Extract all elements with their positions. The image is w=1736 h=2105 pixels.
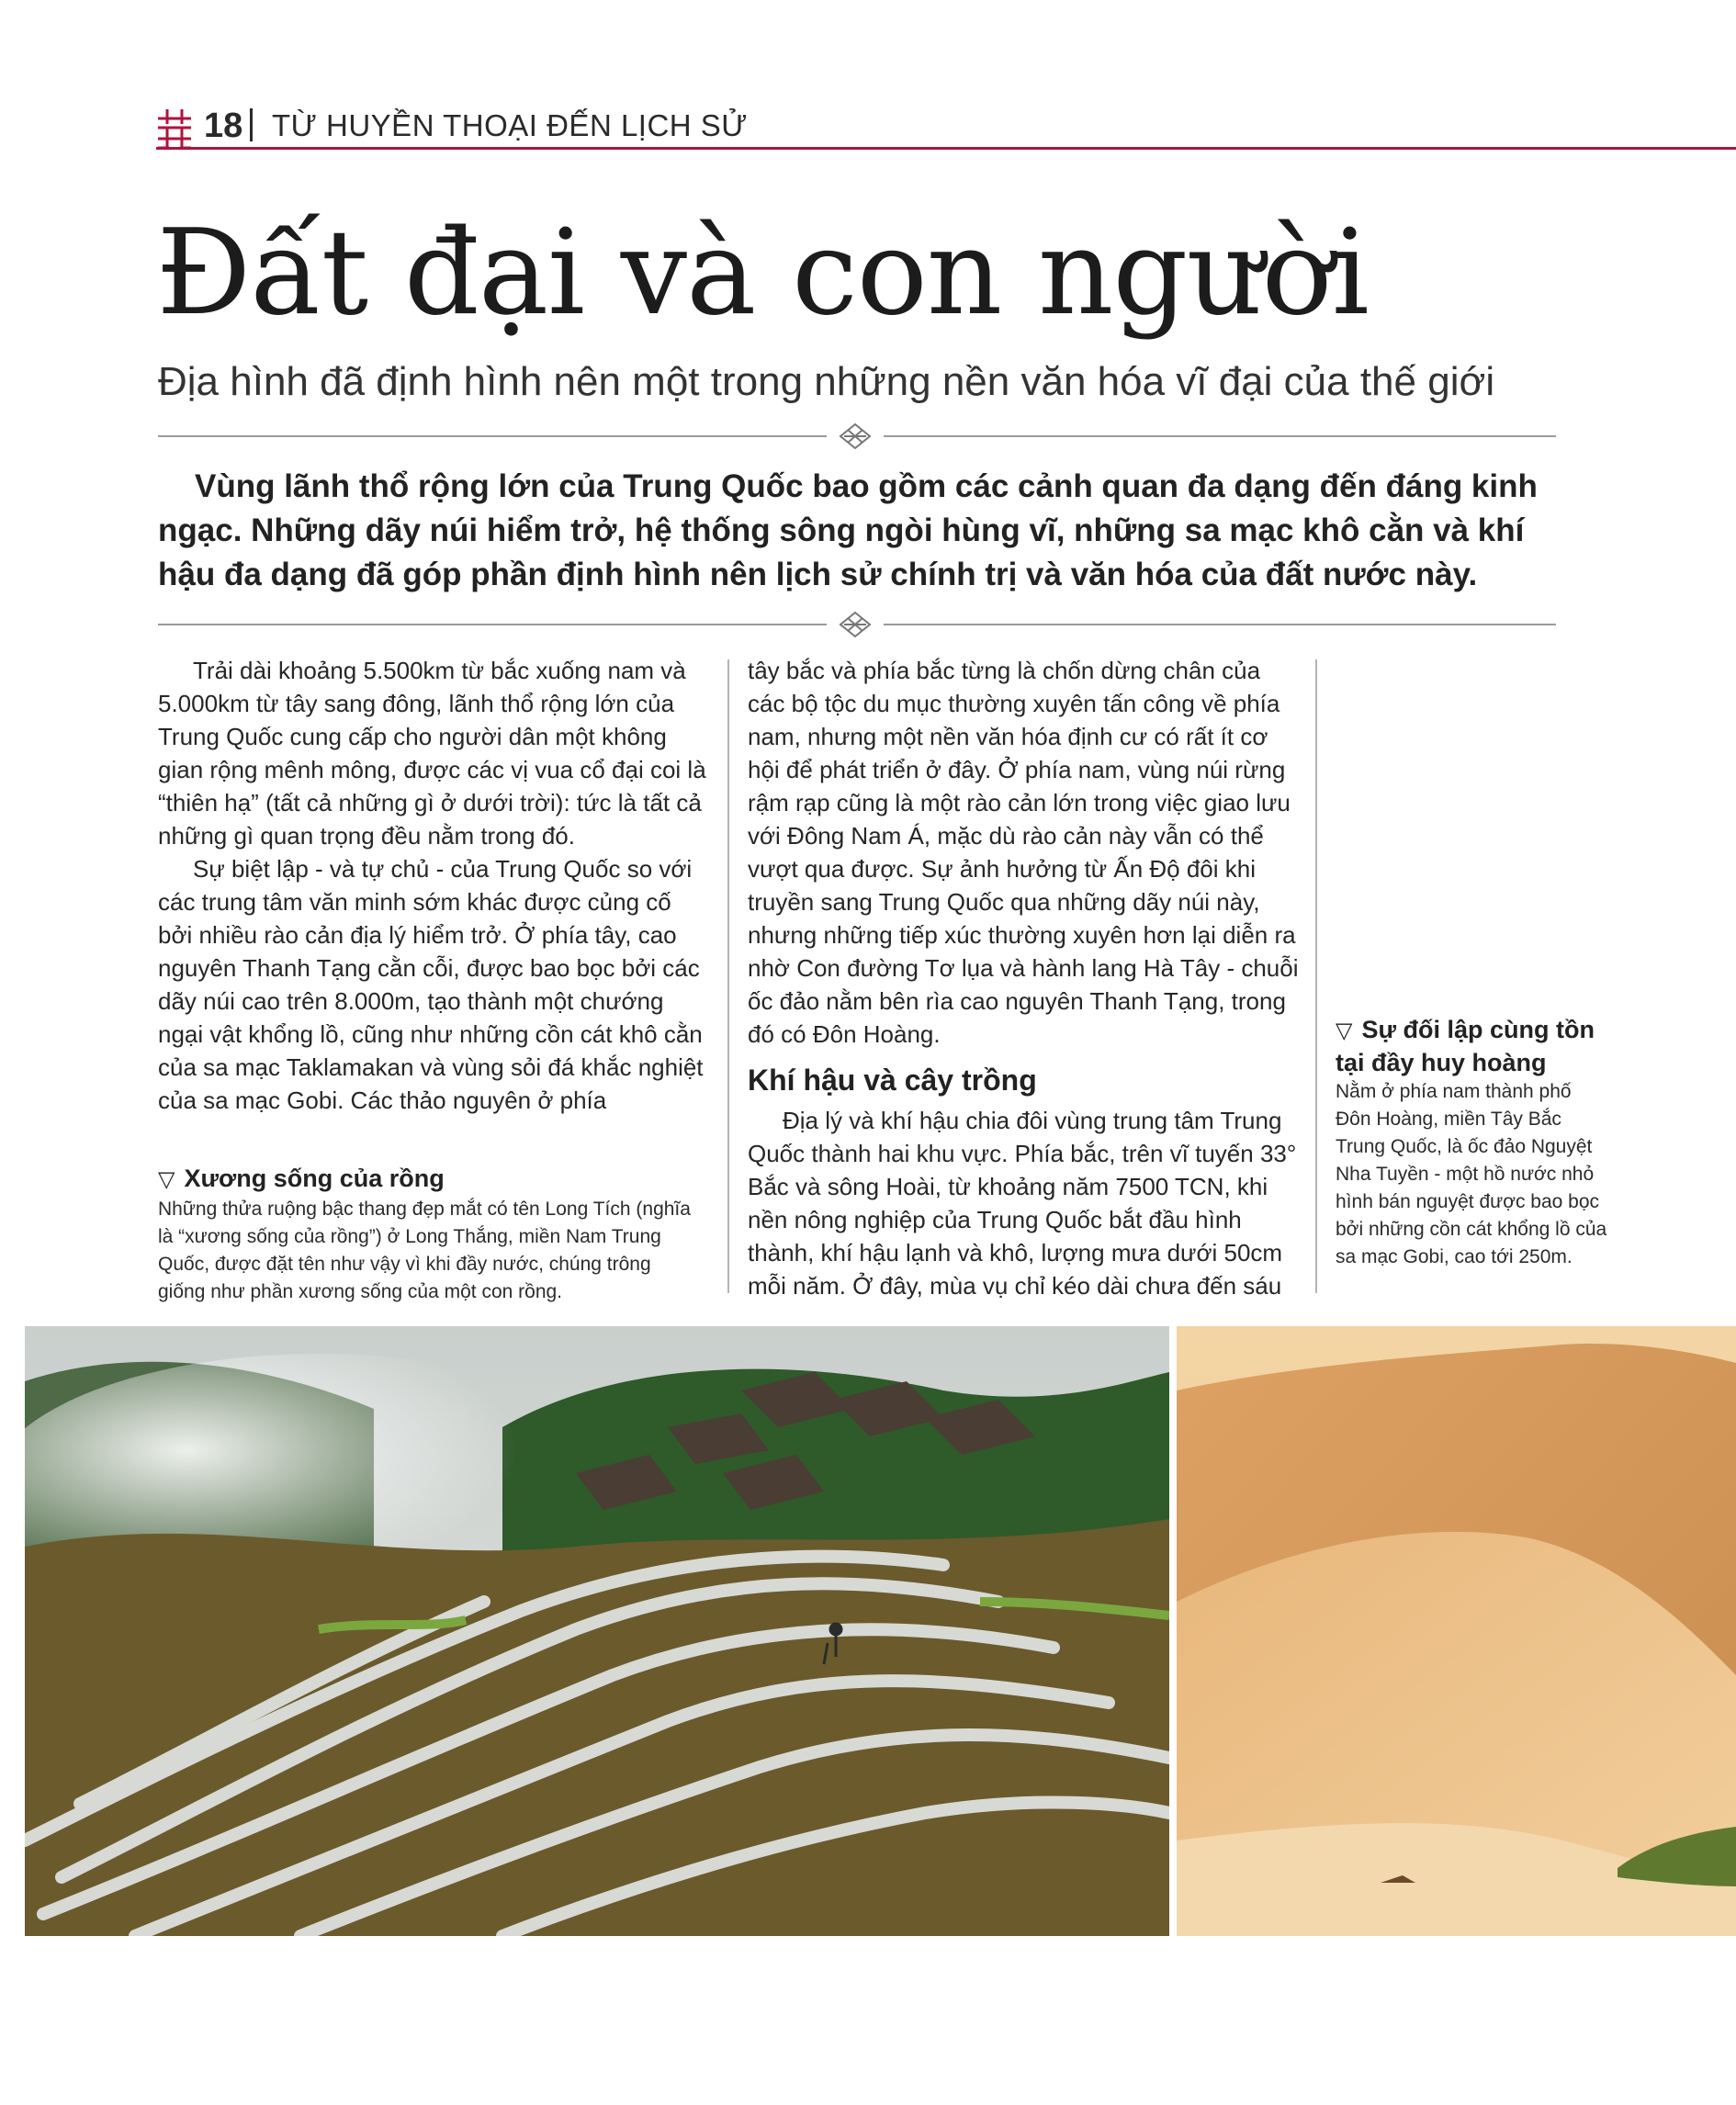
body-paragraph-2: Sự biệt lập - và tự chủ - của Trung Quốc so với các trung tâm văn minh sớm khác được củng cố bởi nhiều rào cản địa lý hiểm trở. Ở phía tây, cao nguyên Thanh Tạng cằn cỗi, được bao bọc bởi các dãy núi cao trên 8.000m, tạo thành một chướng ngại vật khổng lồ, cũng như những cồn cát khô cằn của sa mạc Taklamakan và vùng sỏi đá khắc nghiệt của sa mạc Gobi. Các thảo nguyên ở phía <box>158 855 704 1114</box>
section-title: TỪ HUYỀN THOẠI ĐẾN LỊCH SỬ <box>272 108 748 142</box>
caption-marker-icon: ▽ <box>1336 1019 1353 1043</box>
body-column-2 <box>748 654 1299 1302</box>
body-column-1 <box>158 654 709 1117</box>
divider-rule-right-2 <box>884 624 1556 625</box>
rice-terraces-photo <box>25 1326 1169 1936</box>
caption-desert <box>1336 1014 1611 1271</box>
article-title: Đất đại và con người <box>156 205 1369 342</box>
ornament-knot-icon <box>839 422 872 450</box>
body-paragraph-4: Địa lý và khí hậu chia đôi vùng trung tâm Trung Quốc thành hai khu vực. Phía bắc, trên vĩ tuyến 33° Bắc và sông Hoài, từ khoảng năm 7500 TCN, khi nền nông nghiệp của Trung Quốc bắt đầu hình thành, khí hậu lạnh và khô, lượng mưa dưới 50cm mỗi năm. Ở đây, mùa vụ chỉ kéo dài chưa đến sáu <box>748 1107 1297 1300</box>
caption-marker-icon: ▽ <box>158 1167 175 1192</box>
header-rule <box>156 147 1736 150</box>
intro-paragraph: Vùng lãnh thổ rộng lớn của Trung Quốc bao gồm các cảnh quan đa dạng đến đáng kinh ngạc. Những dãy núi hiểm trở, hệ thống sông ngòi hùng vĩ, những sa mạc khô cằn và khí hậu đa dạng đã góp phần định hình nên lịch sử chính trị và văn hóa của đất nước này. <box>158 468 1538 592</box>
column-rule-2 <box>1315 659 1317 1293</box>
caption-terraces <box>158 1163 700 1306</box>
chinese-knot-logo-icon <box>156 107 193 150</box>
caption-text: Nằm ở phía nam thành phố Đôn Hoàng, miền Tây Bắc Trung Quốc, là ốc đảo Nguyệt Nha Tuyền - một hồ nước nhỏ hình bán nguyệt được bao bọc bởi những cồn cát khổng lồ của sa mạc Gobi, cao tới 250m. <box>1336 1081 1607 1267</box>
subheading-climate: Khí hậu và cây trồng <box>748 1064 1037 1097</box>
divider-rule-right <box>884 435 1556 437</box>
caption-text: Những thửa ruộng bậc thang đẹp mắt có tên Long Tích (nghĩa là “xương sống của rồng”) ở Long Thắng, miền Nam Trung Quốc, được đặt tên như vậy vì khi đầy nước, chúng trông giống như phần xương sống của một con rồng. <box>158 1199 691 1302</box>
column-rule-1 <box>727 659 729 1293</box>
page-number: 18 <box>204 107 243 145</box>
caption-title-text: Sự đối lập cùng tồn tại đầy huy hoàng <box>1336 1016 1595 1076</box>
divider-rule-left <box>158 435 827 437</box>
caption-title-text: Xương sống của rồng <box>184 1165 445 1192</box>
ornament-knot-icon-2 <box>839 611 872 638</box>
body-paragraph-3: tây bắc và phía bắc từng là chốn dừng chân của các bộ tộc du mục thường xuyên tấn công về phía nam, nhưng một nền văn hóa định cư có rất ít cơ hội để phát triển ở đây. Ở phía nam, vùng núi rừng rậm rạp cũng là một rào cản lớn trong việc giao lưu với Đông Nam Á, mặc dù rào cản này vẫn có thể vượt qua được. Sự ảnh hưởng từ Ấn Độ đôi khi truyền sang Trung Quốc qua những dãy núi này, nhưng những tiếp xúc thường xuyên hơn lại diễn ra nhờ Con đường Tơ lụa và hành lang Hà Tây - chuỗi ốc đảo nằm bên rìa cao nguyên Thanh Tạng, trong đó có Đôn Hoàng. <box>748 657 1299 1048</box>
desert-dunes-photo <box>1177 1326 1736 1936</box>
article-subtitle: Địa hình đã định hình nên một trong những nền văn hóa vĩ đại của thế giới <box>158 359 1495 404</box>
divider-rule-left-2 <box>158 624 827 625</box>
body-paragraph-1: Trải dài khoảng 5.500km từ bắc xuống nam và 5.000km từ tây sang đông, lãnh thổ rộng lớn của Trung Quốc cung cấp cho người dân một không gian rộng mênh mông, được các vị vua cổ đại coi là “thiên hạ” (tất cả những gì ở dưới trời): tức là tất cả những gì quan trọng đều nằm trong đó. <box>158 657 706 850</box>
caption-title <box>158 1163 700 1196</box>
caption-title <box>1336 1014 1611 1078</box>
header-separator <box>250 108 253 141</box>
